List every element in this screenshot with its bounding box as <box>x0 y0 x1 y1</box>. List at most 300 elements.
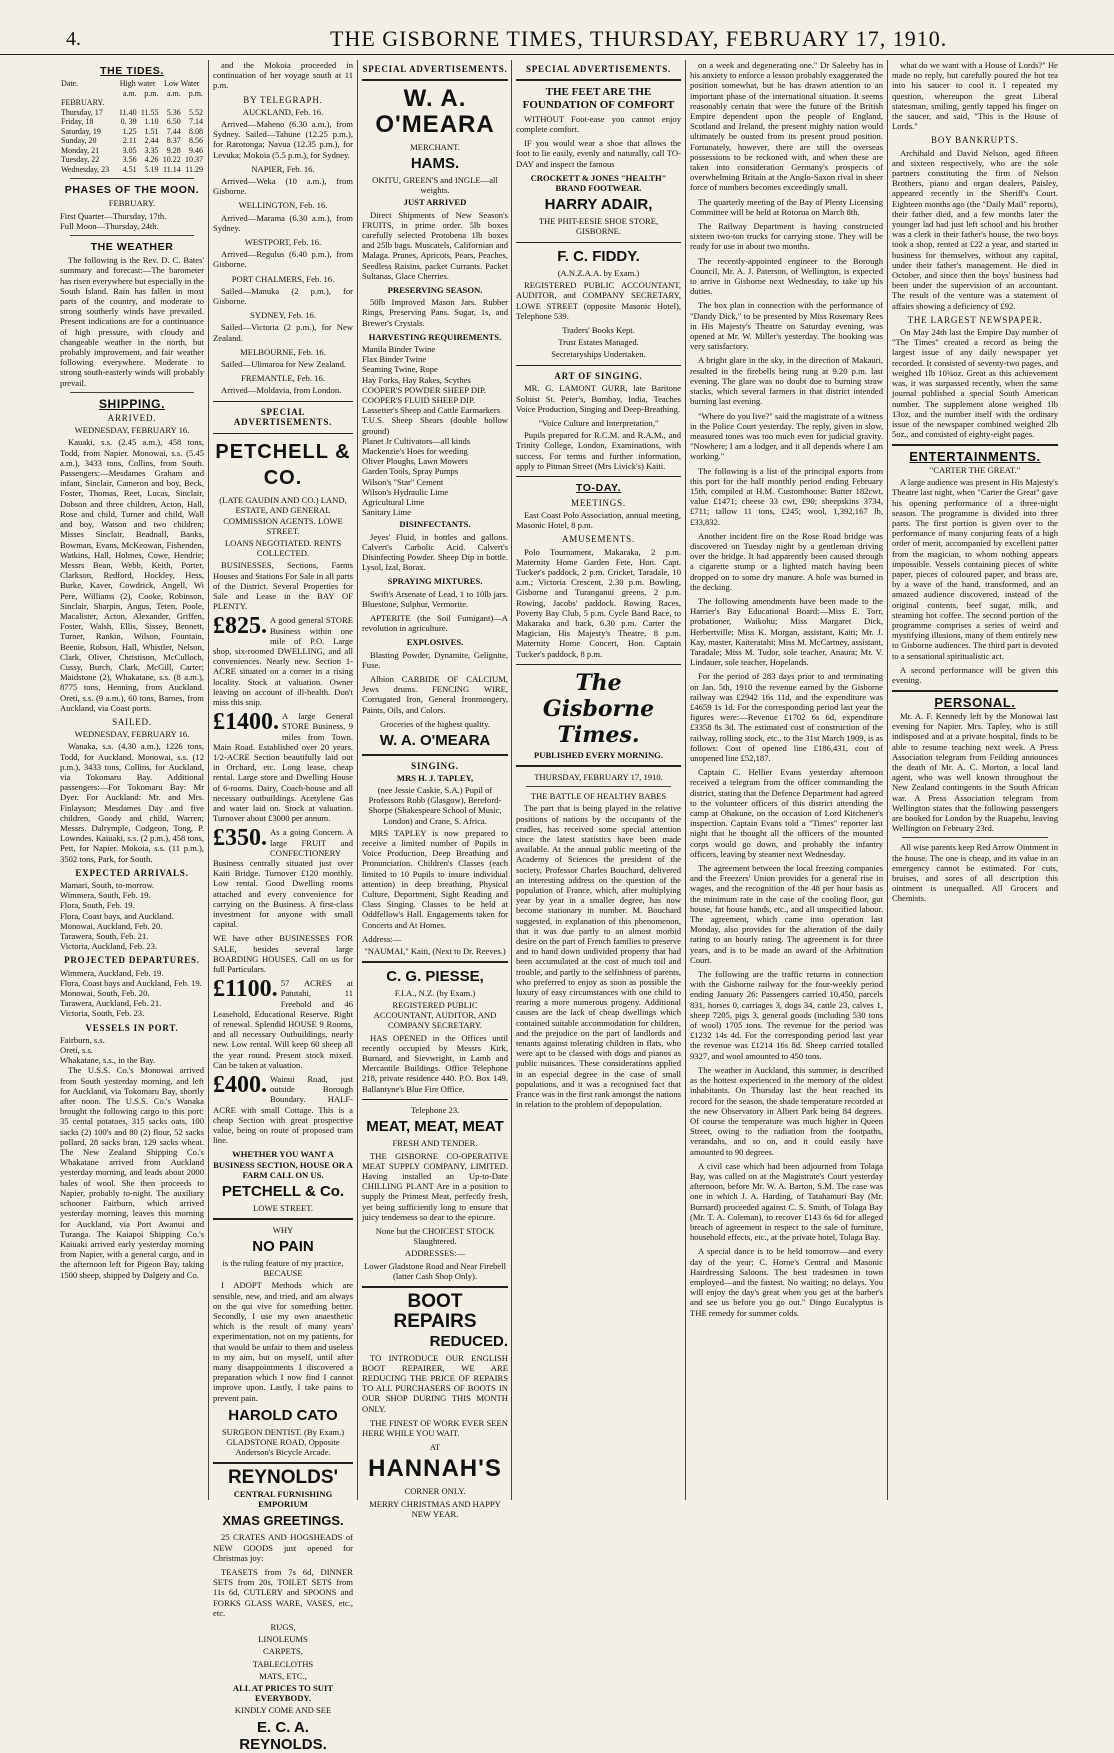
divider <box>362 961 508 963</box>
tides-row <box>60 108 204 118</box>
tides-col-low: Low Water <box>164 79 200 89</box>
moon-month: FEBRUARY. <box>108 198 156 209</box>
divider <box>516 365 681 367</box>
no-pain-text: I ADOPT Methods which are sensible, new, and tried, and am always on the qui vive for something better. Secondly, I use my own anaesthetic which is the result of many years' experimentation, not on my patients, for that would be unfair to them and useless to my aim, but on myself, until after many disappointments I discovered a preparation which I now find I cannot improve upon. Lastly, I take pains to prevent pain. <box>213 1280 353 1403</box>
adair-sub: THE PHIT-EESIE SHOE STORE, GISBORNE. <box>538 216 659 237</box>
divider <box>362 1099 508 1101</box>
tides-cell: 0. 39 <box>120 117 137 127</box>
moon-line: Full Moon—Thursday, 24th. <box>60 220 159 231</box>
piesse-text: HAS OPENED in the Offices until recently occupied by Messrs Kirk, Burnard, and Sievwright, in Lamb and Mercantile Buildings. Office Telephone 218, private residence 440. P.O. Box 149. Ballantyne's Blue Fire Office. <box>362 1032 508 1094</box>
shipping-news: The U.S.S. Co.'s Monowai arrived from South yesterday morning, and left for Auckland, via Tokomaru Bay, shortly after noon. The U.S.S. Co.'s Wanaka brought the following cargo to this port: 35 cental potatoes, 315 sacks oats, 100 sacks (2) 100's and 80 (2) flour, 52 sacks pollard, 28 sacks bran, 129 sacks wheat. The New Zealand Shipping Co.'s Whakatane arrived from Auckland yesterday morning, and leads about 2000 bales of wool. She then proceeds to Napier, probably to-night. The auxiliary schooner Fairburn, which arrived yesterday morning, leaves this morning for Auckland, via Port Awanui and Turanga. The Kaiapoi Shipping Co.'s Kaiuaki arrived early yesterday morning from Napier, with a general cargo, and in the afternoon left for Pigeon Bay, taking 1500 sheep, shipped by Dalgety and Co. <box>60 1065 204 1280</box>
divider <box>213 433 353 435</box>
tides-cell: Tuesday, 22 <box>61 155 100 165</box>
tides-cell: Monday, 21 <box>61 145 100 155</box>
divider <box>516 765 681 767</box>
tides-row <box>60 117 204 127</box>
column-1 <box>60 60 204 1500</box>
tides-cell: 1.10 <box>144 117 159 127</box>
disinfectants-text: Jeyes' Fluid, in bottles and gallons. Calvert's Carbolic Acid. Calvert's Disinfecting Powder. Sheep Dip in bottle. Lysol, Izal, Borax. <box>362 531 508 573</box>
special-heading: SPECIAL ADVERTISEMENTS. <box>362 64 508 74</box>
list-line: Monowai, South, Feb. 20. <box>60 988 150 999</box>
list-line: T.U.S. Sheep Shears (double hollow ground) <box>362 415 508 436</box>
news-paragraph: The following are the traffic returns in connection with the Gisborne railway for the four-weekly period ending January 26: Passengers carried 10,450, parcels 831, horses 0, carriages 3, dogs 34, cattle 23, calves 1, sheep 7205, pigs 3, general goods (including 530 tons of wool) 1705 tons. The revenue for the period was £1232 14s 4d. For the corresponding period last year the revenue was £1214 16s 8d. Sheep carried totalled 9327, and wool amounted to 450 tons. <box>690 969 883 1061</box>
just-arrived: JUST ARRIVED <box>403 197 467 208</box>
ad-text: A good general STORE Business within one mile of P.O. Large shop, six-roomed DWELLING, and all conveniences. Nearly new. Section 1-ACRE situated on a corner in a rising locality. Stock at valuation. Owner leaving on account of ill-health. Don't miss this snip. <box>213 615 353 707</box>
telegraph-place: SYDNEY, Feb. 16. <box>250 310 316 321</box>
special-heading: SPECIAL ADVERTISEMENTS. <box>525 64 672 74</box>
news-paragraph: For the period of 283 days prior to and terminating on Jan. 5th, 1910 the revenue earned by the Gisborne railway was £2942 16s 11d, and the expenditure was £4659 1s 1d. For the corresponding period last year the figures were:—Revenue £1702 6s 6d, expenditure £3358 8s 3d. The estimated cost of construction of the railway, rolling stock, etc., to the 31st March 1909, is as follows: Cost of opened line £186,431, cost of unopened line £52,187. <box>690 671 883 763</box>
telegraph-text: Arrived—Regulus (6.40 p.m.), from Gisborne. <box>213 249 353 270</box>
address-label: Address:— <box>362 933 402 944</box>
telegraph-place: FREMANTLE, Feb. 16. <box>241 373 325 384</box>
news-paragraph: The following amendments have been made to the Harrier's Bay Educational Board:—Miss E. Torr, probationer, Waikohu; Miss Margaret Dick, Herbertville; Miss K. Morgan, assistant, Kaiti; Mr. J. Kay, master, Kaiteratahi; Miss M. McCartney, assistant, Taradale; Miss M. Tudor, sole teacher, Anaura; Mr. V. Lindauer, sole teacher, Hopelands. <box>690 595 883 668</box>
list-line: Agricultural Lime <box>362 497 425 507</box>
news-paragraph: Captain C. Hellier Evans yesterday afternoon received a telegram from the officer commanding the district, stating that the Defence Department had agreed to the volunteer officers of this district attending the camp at Ohakune, on the occasion of Lord Kitchener's inspection. Captain Evans told a "Times" reporter last night that he thought all the officers of the mounted corps would go down, and probably the infantry officers, leaving by steamer next Wednesday. <box>690 767 883 859</box>
list-line: RUGS, <box>270 1621 296 1632</box>
piesse-name: C. G. PIESSE, <box>386 967 484 985</box>
ad-price: £350. <box>213 825 267 852</box>
divider <box>362 754 508 756</box>
list-line: Victoria, South, Feb. 23. <box>60 1008 145 1019</box>
tides-cell: 3.35 <box>144 145 159 155</box>
divider <box>516 476 681 478</box>
column-rule <box>208 60 209 1500</box>
tides-cell: 3.05 <box>122 145 137 155</box>
list-line: Flora, South, Feb. 19. <box>60 900 135 911</box>
telegraph-text: Arrived—Marama (6.30 a.m.), from Sydney. <box>213 212 353 233</box>
tides-cell: Sunday, 20 <box>61 136 97 146</box>
ad-text: Wainui Road, just outside Borough Boundary. HALF-ACRE with small Cottage. This is a cheap Section with great prospective value, being on route of proposed tram line. <box>213 1074 353 1146</box>
weather-text: The following is the Rev. D. C. Bates' summary and forecast:—The barometer has risen everywhere but especially in the South Island. Rain has fallen in most parts of the country, and moderate to strong southerly winds have prevailed. Present indications are for a continuance of high pressure, with cloudy and changeable weather in the north, but probably improvement, and fair weather following everywhere. Moderate to strong south-easterly winds will probably prevail. <box>60 255 204 388</box>
tides-cell: FEBRUARY. <box>61 98 105 108</box>
tides-cell: 9.28 <box>166 145 181 155</box>
all-wise: All wise parents keep Red Arrow Ointment in the house. The one is cheap, and its value in an emergency cannot be estimated. For cuts, bruises, and sores of all description this ointment is unequalled. All Grocers and Chemists. <box>892 842 1058 904</box>
petchell-name-2: PETCHELL & Co. <box>221 1183 345 1201</box>
divider <box>70 235 194 236</box>
meetings-heading: MEETINGS. <box>571 497 626 508</box>
divider <box>516 664 681 666</box>
divider <box>362 1286 508 1288</box>
second-performance: A second performance will be given this evening. <box>892 664 1058 686</box>
column-3 <box>362 60 508 1519</box>
feet-heading: THE FEET ARE THE FOUNDATION OF COMFORT <box>522 85 675 111</box>
tides-cell: Friday, 18 <box>61 117 94 127</box>
entertainments-heading: ENTERTAINMENTS. <box>909 448 1041 464</box>
list-line: Monowai, Auckland, Feb. 20. <box>60 920 163 931</box>
telephone: Telephone 23. <box>410 1105 460 1116</box>
hannah: HANNAH'S <box>368 1455 502 1483</box>
news-paragraph: The agreement between the local freezing companies and the Freezers' Union provides for a general rise in wages, and the recognition of the 48 per hour basis as the minimum rate in the case of the cooling floor, gut house, fat house hands, etc., and all unspecified labour. The agreement, which came into operation last Monday, also provides for the alteration of the daily rating to an hourly rating. The agreement is for three years, and is to be made an award of the Arbitration Court. <box>690 863 883 965</box>
ad-price: £1100. <box>213 976 278 1003</box>
sailed-text: Wanaka, s.s. (4.30 a.m.), 1226 tons, Todd, for Auckland. Monowai, s.s. (12 p.m.), 3433 tons, Collins, for Auckland, via Tokomaru Bay. Additional passengers:—For Tokomaru Bay: Mr Dyer. For Auckland: Mr. and Mrs. Finlayson; Mesdames Day and five children, Goody and child, Warren; Messrs. Dalrymple, Codgeon, Tong, P. Lowndes. Kaiuaki, s.s. (2 p.m.), 458 tons, Pett, for Napier. Mokoia, s.s. (11 p.m.), 3502 tons, Park, for South. <box>60 741 204 864</box>
column-2 <box>213 60 353 1753</box>
tides-cell <box>182 98 204 108</box>
list-line: Manila Binder Twine <box>362 343 436 354</box>
list-line: MATS, ETC., <box>259 1670 307 1681</box>
tides-cell: 10.22 <box>162 155 181 165</box>
list-line: LINOLEUMS <box>258 1634 308 1645</box>
sailed-heading: SAILED. <box>112 716 152 727</box>
business-ad <box>213 933 353 974</box>
tides-sub: p.m. <box>188 88 203 98</box>
projected-list <box>60 968 204 1019</box>
list-line: Whakatane, s.s., in the Bay. <box>60 1055 156 1066</box>
news-paragraph: Another incident fire on the Rose Road bridge was discovered on Tuesday night by a gentleman driving over the bridge. It had apparently been caused through a cigarette stump or a lighted match having been dropped on to some dry manure. A hole was burned in the decking. <box>690 530 883 592</box>
list-line: Victoria, Auckland, Feb. 23. <box>60 941 158 952</box>
telegraph-heading: BY TELEGRAPH. <box>243 94 323 105</box>
carter-text: A large audience was present in His Majesty's Theatre last night, when "Carter the Great" gave his opening performance of a three-night season. The programme is divided into three parts. The first portion is given over to the performance of many conjuring feats of a high order of merit, accompanied by excellent patter from the magician, to whom nothing appears impossible. Vessels containing pieces of white paper, pieces of coloured paper, and brass are, by a wave of the hand, transformed, and an amazed audience discovered, instead of the original contents, beef sugar, milk, and steaming hot coffee. The second portion of the programme comprises a series of weird and mystifying illusions, many of them entirely new to Gisborne audiences. The third part is devoted to a sensational spiritualistic act. <box>892 477 1058 661</box>
paper-text: On May 24th last the Empire Day number of "The Times" created a record as being the largest issue of any daily newspaper yet recorded. It consisted of seventy-two pages, and weighed 1lb 10¾oz. Great as this achievement was, it was surpassed recently, when the same journal published a special South American number. The supplement alone weighed 1lb 13oz, and the number itself with the ordinary issue of the newspaper combined weighed 2lb 5oz., and consisted of eighty-eight pages. <box>892 327 1058 440</box>
projected-heading: PROJECTED DEPARTURES. <box>64 955 200 966</box>
at: AT <box>429 1442 441 1453</box>
piesse-sub: F.I.A., N.Z. (by Exam.) <box>394 987 476 998</box>
boy-text: Archibald and David Nelson, aged fifteen and sixteen respectively, who are the sole partners constituting the firm of Nelson Brothers, piano and organ dealers, Paisley, appeared recently in the Sheriff's Court. Eighteen months ago (the "Daily Mail" reports), their father died, and a few months later the younger lad had just left school and his brother was a clerk in their father's house, the two boys took a shop, rented at £22 a year, and started in business for themselves, without any capital, under their father's management. He died in October, and since then the boys' business had been under the supervision of an accountant. The result of the venture was a statement of affairs showing a deficiency of £92. <box>892 147 1058 311</box>
lowe-street: LOWE STREET. <box>253 1203 313 1214</box>
list-line: Mackenzie's Hoes for weeding <box>362 445 468 456</box>
address: "NAUMAI," Kaiti, (Next to Dr. Reeves.) <box>364 946 506 957</box>
tides-cell: 3.56 <box>122 155 137 165</box>
feet-text-2: IF you would wear a shoe that allows the foot to lie easily, evenly and naturally, call TO-DAY and inspect the famous <box>516 138 681 169</box>
list-line: CARPETS, <box>263 1646 303 1657</box>
petchell-sub: (LATE GAUDIN AND CO.) LAND, ESTATE, AND GENERAL COMMISSION AGENTS. LOWE STREET. <box>219 495 347 536</box>
personal-text: Mr. A. F. Kennedy left by the Monowai last evening for Napier. Mrs. Tapley, who is still indisposed and at a private hospital, finds to be able to resume teaching next week. A Press Association telegram from Feilding announces the death of Mr. A. C. Morton, a local land agent, who was well known throughout the New Zealand contingents in the South African war. A Press Association telegram from Wellington states that the following passengers are booked for London by the Ruapehu, leaving Wellington on February 23rd. <box>892 710 1058 834</box>
telegraph-text: Arrived—Maheno (6.30 a.m.), from Sydney. Sailed—Tahune (12.25 p.m.), for Rarotonga; Navua (12.35 p.m.), for Levuka; Mokoia (5.5 p.m.), for Sydney. <box>213 119 353 160</box>
tides-cell: 5.36 <box>166 107 181 117</box>
tides-cell: 11.14 <box>163 164 181 174</box>
tides-cell: 5.19 <box>144 164 159 174</box>
paper-title: The Gisborne Times. <box>542 670 655 749</box>
dips-list <box>362 385 508 518</box>
fiddy-sub: (A.N.Z.A.A. by Exam.) <box>557 268 640 279</box>
list-line: Traders' Books Kept. <box>562 325 635 336</box>
sailed-date: WEDNESDAY, FEBRUARY 16. <box>74 729 190 740</box>
news-paragraph: A civil case which had been adjourned from Tolaga Bay, was called on at the Magistrate's Court yesterday afternoon, before Mr. W. A. Barton, S.M. The case was one in which J. A. Harding, of Tatahamuri Bay (Mr. Burnard) proceeded against C. S. Smith, of Tolaga Bay (Mr. T. A. Coleman), to recover £143 6s 6d for alleged breach of agreement in respect to the sale of furniture, household effects, etc., at the private hotel, Tolaga Bay. <box>690 1160 883 1243</box>
business-ad <box>213 1074 353 1145</box>
groceries: Groceries of the highest quality. <box>380 718 490 729</box>
list-line: Hay Forks, Hay Rakes, Scythes <box>362 374 471 385</box>
tides-heading: THE TIDES. <box>100 65 164 77</box>
kindly: KINDLY COME AND SEE <box>234 1705 332 1716</box>
reynolds-items <box>213 1622 353 1681</box>
divider <box>526 786 671 787</box>
list-line: TABLECLOTHS <box>252 1658 314 1669</box>
list-line: Seaming Twine, Rope <box>362 364 438 375</box>
reynolds-sub: CENTRAL FURNISHING EMPORIUM <box>233 1488 333 1510</box>
list-line: Fairburn, s.s. <box>60 1034 105 1045</box>
weather-heading: THE WEATHER <box>90 241 174 254</box>
list-line: Secretaryships Undertaken. <box>551 349 646 360</box>
tides-cell: 11.40 <box>118 107 137 117</box>
arrived-heading: ARRIVED. <box>107 413 157 424</box>
fiddy-text: REGISTERED PUBLIC ACCOUNTANT, AUDITOR, and COMPANY SECRETARY, LOWE STREET (opposite Masonic Hotel), Telephone 539. <box>516 280 681 321</box>
tides-cell: 5.52 <box>189 107 203 117</box>
list-line: Flora, Coast bays and Auckland, Feb. 19. <box>60 977 202 988</box>
tides-cell: Thursday, 17 <box>61 107 103 117</box>
lead-text: and the Mokoia proceeded in continuation of her voyage south at 11 p.m. <box>213 60 353 91</box>
newspaper-title: THE GISBORNE TIMES, THURSDAY, FEBRUARY 17, 1910. <box>330 26 948 51</box>
expected-heading: EXPECTED ARRIVALS. <box>75 867 189 878</box>
albion: Albion CARBIDE OF CALCIUM, Jews drums. FENCING WIRE, Corrugated Iron, General Ironmongery, Paints, Oils, and Colors. <box>362 674 508 715</box>
reynolds-text: TEASETS from 7s 6d, DINNER SETS from 20s, TOILET SETS from 11s 6d, CUTLERY and SPOONS and FORKS GLASS WARE, VASES, etc., etc. <box>213 1566 353 1618</box>
preserving-text: 50lb Improved Mason Jars. Rubber Rings, Preserving Pans. Sugar, 1s, and Brewer's Crystals. <box>362 297 508 328</box>
battle-text: The part that is being played in the relative positions of nations by the occupants of the cradles, has received some special attention since the latest statistics have been made available. At the annual public meeting of the Academy of Sciences the president of the society, Professor Charles Bouchard, delivered an interesting address on the question of the population of France, which, after multiplying year by year in a smaller degree, has now become stationary in number. M. Bouchard suggested, in explanation of this phenomenon, that it was due partly to an almost morbid desire on the part of French families to preserve and to hand down undivided property that had been accumulated at the cost of much toil and trouble, and partly to the selfishness of parents, who preferred to enjoy as soon as possible the luxury of easy circumstances with one child to rearing a more numerous progeny. Additional causes are the lack of cheap dwellings which contained suitable accommodation for children, and the prejudice on the part of landlords and tenants against tolerating children in flats, who were apt to be classed with dogs and pianos as public nuisances. These considerations applied in an especial degree in the case of small populations, and it was a recognised fact that France was in the first rank amongst the nations in relation to the problem of depopulation. <box>516 803 681 1110</box>
divider <box>902 837 1048 838</box>
ad-price: £825. <box>213 613 267 640</box>
list-line: Tarawera, South, Feb. 21. <box>60 931 149 942</box>
boy-heading: BOY BANKRUPTS. <box>931 135 1019 146</box>
telegraph-place: PORT CHALMERS, Feb. 16. <box>231 273 335 284</box>
port-heading: VESSELS IN PORT. <box>85 1022 179 1033</box>
masthead <box>0 24 1114 55</box>
tides-row <box>60 136 204 146</box>
business-ad <box>213 827 353 929</box>
fresh: FRESH AND TENDER. <box>392 1138 478 1149</box>
list-line: Tarawera, Auckland, Feb. 21. <box>60 998 162 1009</box>
date-line: THURSDAY, FEBRUARY 17, 1910. <box>534 771 663 782</box>
tides-cell: 8.37 <box>166 136 181 146</box>
divider <box>516 242 681 244</box>
cato-name: HAROLD CATO <box>228 1406 338 1424</box>
list-line: Planet Jr Cultivators—all kinds <box>362 435 471 446</box>
tides-cell <box>138 98 160 108</box>
telegraph-text: Arrived—Moldavia, from London. <box>221 385 342 396</box>
list-line: Sanitary Lime <box>362 507 411 518</box>
merry: MERRY CHRISTMAS AND HAPPY NEW YEAR. <box>369 1498 501 1519</box>
arrived-text: Kauaki, s.s. (2.45 a.m.), 458 tons, Todd, from Napier. Monowai, s.s. (5.45 a.m.), 3433 tons, Collins, from South. Passengers:—Mesdames Graham and infant, Sinclair, Cameron and boy, Beck, Foster, Thomas, Reet, Lucas, Sinclair, Dobson and three children, Acton, Hall, Rose and child, Turner and child, Wall and boy, Watson and two children; Misses Sinclair, Beadnall, Banks, Bowman, Evans, McKeowan, Fishenden, Watkins, Hall, Holmes, Cowe, Hendrie; Messrs Bean, Webb, Keith, Porter, Clarkson, Redford, Hockley, Hess, Burke, Kaver, Cowdrick, Angell, Wi Pere, Williams (2), Cooke, Robinson, Sinclair, Sharpin, Angus, Teten, Poole, Macalister, Acton, Alexander, Griffen, Foster, Walsh, Ellis, Sissey, Bennett, Turner, Rankin, Wilson, Fountain, Beenie, Robson, Hall, Whistler, Nelson, Clark, Oliver, Christison, McCulloch, Cussy, Burch, Clark, McGill, Carter; Maidstone (2), Whakatane, s.s. (8 a.m.), 8775 tons, Henning, from Auckland. Oreti, s.s. (9 a.m.), 60 tons, Barnes, from Auckland, via Coast ports. <box>60 437 204 713</box>
tides-cell: 7.14 <box>189 117 203 127</box>
tides-sub <box>60 89 116 99</box>
whether: WHETHER YOU WANT A BUSINESS SECTION, HOUSE OR A FARM CALL ON US. <box>213 1149 353 1180</box>
telegraph-place: MELBOURNE, Feb. 16. <box>240 346 326 357</box>
list-line: Wimmera, Auckland, Feb. 19. <box>60 967 164 978</box>
addresses: Lower Gladstone Road and Near Firebell (latter Cash Shop Only). <box>364 1260 506 1281</box>
tides-cell <box>116 98 138 108</box>
amusements-heading: AMUSEMENTS. <box>561 534 636 545</box>
piesse-title: REGISTERED PUBLIC ACCOUNTANT, AUDITOR, AND COMPANY SECRETARY. <box>373 999 497 1031</box>
reduced: REDUCED. <box>429 1332 508 1350</box>
explosives-text: Blasting Powder, Dynamite, Gelignite, Fuse. <box>362 649 508 670</box>
tides-cell: 11.55 <box>140 107 159 117</box>
tides-sub: p.m. <box>144 88 159 98</box>
tides-cell: 4.26 <box>144 155 159 165</box>
tides-cell: 10.37 <box>185 155 203 165</box>
reynolds-name: REYNOLDS' <box>227 1466 339 1488</box>
divider <box>213 1218 353 1220</box>
amusements-text: Polo Tournament, Makaraka, 2 p.m. Maternity Home Garden Fete, Hon. Capt. Tucker's paddock, 2 p.m. Cricket, Taradale, 10 a.m.; Victoria Crescent, 2.30 p.m. Bowling, Gisborne and Turanganui greens, 2 p.m. Rowing, Jacobs' paddock. Rowing Races, Poverty Bay Club, 5 p.m. Cycle Band Race, to Makaraka and back, 6.30 p.m. Carter the Magician, His Majesty's Theatre, 8 p.m. Maternity Home Concert, Hon. Captain Tucker's paddock, 8 p.m. <box>516 546 681 659</box>
why: WHY <box>272 1224 294 1235</box>
tides-col-date: Date. <box>61 79 79 89</box>
tides-row <box>60 146 204 156</box>
lead-text: on a week and degenerating one." Dr Saleeby has in his anxiety to enforce a lesson probably exaggerated the position somewhat, but he has drawn attention to an important phase of the international situation. It seems reasonably certain that were the future of the British Empire dependent upon the people of England, Scotland and Ireland, the present mighty nation would ultimately be ousted from its present proud position. Fortunately, however, there are still the overseas possessions to be reckoned with, and when these are taken into consideration Germany's prospects of overwhelming Britain at the Anglo-Saxon rival in sheer force of numbers becomes exceedingly small. <box>690 60 883 193</box>
tides-cell: 8.56 <box>189 136 203 146</box>
telegraph-place: WELLINGTON, Feb. 16. <box>238 200 328 211</box>
omeara-name: W. A. O'MEARA <box>375 84 495 138</box>
tides-cell: Saturday, 19 <box>61 126 101 136</box>
telegraph-text: Sailed—Manuka (2 p.m.), for Gisborne. <box>213 285 353 307</box>
column-6 <box>892 60 1058 1500</box>
ad-price: £400. <box>213 1072 267 1099</box>
telegraph-text: Arrived—Weka (10 a.m.), from Gisborne. <box>213 176 353 197</box>
list-line: Oliver Ploughs, Lawn Mowers <box>362 456 468 467</box>
adair-name: HARRY ADAIR, <box>544 196 653 214</box>
ad-text: A large General STORE Business, 9 miles from Town. Main Road. Established over 20 years. 1/2-ACRE Section beautifully laid out in Orchard, etc. Long lease, cheap rental. Large store and Dwelling House of 6-rooms. Dairy, Coach-house and all necessary outbuildings. Acetylene Gas and water laid on. Stock at valuation. Turnover about £3000 per annum. <box>213 711 353 824</box>
expected-list <box>60 880 204 951</box>
choicest: None but the CHOICEST STOCK Slaughtered. <box>375 1226 495 1247</box>
divider <box>213 1462 353 1464</box>
lead-text: what do we want with a House of Lords?" He made no reply, but carefully poured the hot tea into his saucer to cool it. I repeated my question, whereupon the great Liberal statesman, smiling, gently tapped his finger on the saucer, and said, "This is the House of Lords." <box>892 60 1058 132</box>
tides-cell: 4.51 <box>122 164 137 174</box>
no-pain-sub: is the ruling feature of my practice, BECAUSE <box>222 1258 344 1279</box>
crates: 25 CRATES AND HOGSHEADS of NEW GOODS just opened for Christmas joy: <box>213 1532 353 1563</box>
news-paragraph: The box plan in connection with the performance of "Dandy Dick," to be presented by Miss Rosemary Rees in His Majesty's Theatre on Saturday evening, was opened at Mr. W. Miller's yesterday. The booking was very satisfactory. <box>690 300 883 352</box>
paper-heading: THE LARGEST NEWSPAPER. <box>907 314 1043 325</box>
xmas: XMAS GREETINGS. <box>222 1513 344 1529</box>
tides-sub: a.m. <box>122 88 137 98</box>
apterite: APTERITE (the Soil Fumigant)—A revolution in agriculture. <box>362 613 508 634</box>
hams: HAMS. <box>410 154 460 172</box>
list-line: Mamari, South, to-morrow. <box>60 880 155 890</box>
loans: LOANS NEGOTIATED. RENTS COLLECTED. <box>224 537 342 559</box>
port-list <box>60 1035 204 1066</box>
crockett: CROCKETT & JONES "HEALTH" BRAND FOOTWEAR. <box>530 172 667 193</box>
arrived-text: Direct Shipments of New Season's FRUITS, in prime order. 5lb boxes carefully selected Protobena 1lb boxes and 25lb bags. Muscatels, Californian and Malaga. Prunes, Apricots, Pears, Peaches, Seedless Raisins, packet Currants. Packet Sultanas, Glace Cherries. <box>362 209 508 281</box>
disinfectants-heading: DISINFECTANTS. <box>399 519 471 530</box>
special-heading: SPECIAL ADVERTISEMENTS. <box>233 407 333 428</box>
list-line: Trust Estates Managed. <box>558 337 639 348</box>
moon-heading: PHASES OF THE MOON. <box>64 184 200 197</box>
list-line: Wimmera, South, Feb. 19. <box>60 890 151 901</box>
hams-sub: OKITU, GREEN'S and INGLE—all weights. <box>372 174 498 196</box>
tides-cell: 2.11 <box>122 136 137 146</box>
news-paragraph: The Railway Department is having constructed sixteen two-ton trucks for carrying stone. They will be ready for use in about two months. <box>690 221 883 252</box>
divider <box>892 444 1058 446</box>
list-line: Lassetter's Sheep and Cattle Earmarkers <box>362 405 501 416</box>
tides-cell <box>160 98 182 108</box>
harvesting-list <box>362 344 508 385</box>
boot-text: TO INTRODUCE OUR ENGLISH BOOT REPAIRER, WE ARE REDUCING THE PRICE OF REPAIRS TO ALL PURCHASERS OF BOOTS IN OUR SHOP DURING THIS MONTH ONLY. <box>362 1352 508 1414</box>
ad-price: £1400. <box>213 709 279 736</box>
repairs: REPAIRS <box>393 1310 477 1332</box>
news-paragraph: The following is a list of the principal exports from this port for the half monthly period ending February 15th, compiled at H.M. Customhouse: Butter 182cwt, value £1471; cheese 33 cwt, £90; sheepskins 3734, £711; tallow 11 tons, £245; wool, 1,392,167 lb, £33,832. <box>690 465 883 527</box>
tides-cell: Wednesday, 23 <box>61 164 110 174</box>
boot: BOOT <box>407 1290 463 1312</box>
fiddy-lines <box>516 325 681 360</box>
news-paragraph: A bright glare in the sky, in the direction of Makauri, resulted in the firebells being rung at 9.20 p.m. last evening. The glare was no doubt due to burning straw stacks, which several farmers in that district intended burning last evening. <box>690 355 883 407</box>
list-line: COOPER'S FLUID SHEEP DIP. <box>362 394 475 405</box>
fiddy-name: F. C. FIDDY. <box>557 248 640 266</box>
tides-row <box>60 127 204 137</box>
column-rule <box>887 60 888 1500</box>
shipping-heading: SHIPPING. <box>98 396 166 411</box>
no-pain: NO PAIN <box>252 1238 314 1255</box>
divider <box>516 79 681 81</box>
business-ad <box>213 978 353 1070</box>
tides-sub: a.m. <box>166 88 181 98</box>
today-heading: TO-DAY. <box>575 482 622 495</box>
telegraph-list <box>213 107 353 396</box>
news-paragraph: "Where do you live?" said the magistrate of a witness in the Police Court yesterday. The reply, given in slow, measured tones was too much even for judicial gravity. "Nowhere; I am a lodger, and it all depends where I am working." <box>690 410 883 462</box>
tides-cell: 7.44 <box>166 126 181 136</box>
published: PUBLISHED EVERY MORNING. <box>533 750 663 761</box>
list-line: Wilson's Hydraulic Lime <box>362 486 449 497</box>
battle-heading: THE BATTLE OF HEALTHY BABES <box>530 791 667 802</box>
tides-cell: 6.50 <box>166 117 181 127</box>
petchell-text: BUSINESSES, Sections, Farms Houses and Stations For Sale in all parts of the District. Several Properties for Sale and Lease in the BAY OF PLENTY. <box>213 560 353 612</box>
meat: MEAT, MEAT, MEAT <box>366 1118 504 1136</box>
moon-line: First Quarter—Thursday, 17th. <box>60 210 167 221</box>
column-5 <box>690 60 883 1500</box>
column-rule <box>511 60 512 1500</box>
telegraph-place: WESTPORT, Feb. 16. <box>244 237 322 248</box>
column-rule <box>357 60 358 1500</box>
tapley-sub: (nee Jessie Caskie, S.A.) Pupil of Professors Robb (Glasgow), Bereford-Shorpe (Shakespeare School of Music, London) and Crane, S. Africa. <box>368 784 502 826</box>
all-prices: ALL AT PRICES TO SUIT EVERYBODY. <box>232 1683 334 1704</box>
tides-cell: 8.08 <box>189 126 203 136</box>
tides-col-high: High water <box>119 79 156 89</box>
gurr-text: MR. G. LAMONT GURR, late Baritone Soloist St. Peter's, Bombay, India, Teaches Voice Production, Singing and Deep-Breathing. <box>516 383 681 414</box>
carter-heading: "CARTER THE GREAT." <box>929 465 1021 476</box>
news-paragraph: The recently-appointed engineer to the Borough Council, Mr. A. J. Paterson, of Wellington, is expected to arrive in Gisborne next Wednesday, to take up his duties. <box>690 255 883 297</box>
singing-heading: SINGING. <box>411 760 459 771</box>
spraying-text: Swift's Arsenate of Lead, 1 to 10lb jars. Bluestone, Sulphur, Vermorite. <box>362 588 508 609</box>
tides-row <box>60 155 204 165</box>
tides-row <box>60 98 204 108</box>
list-line: Garden Tools, Spray Pumps <box>362 466 459 477</box>
column-rule <box>685 60 686 1500</box>
news-paragraph: The weather in Auckland, this summer, is described as the hottest experienced in the memory of the oldest inhabitants. On Thursday last the heat reached its record for the season, the shade temperature recorded at the new Observatory in Albert Park being 84 degrees. Of course the temperature was much higher in Queen Street, owing to the radiation from the footpaths, verandahs, and so on, and it could easily have amounted to 90 degrees. <box>690 1064 883 1157</box>
gurr-text-2: Pupils prepared for R.C.M. and R.A.M., and Trinity College, London, Examinations, with success. For terms and further information, apply to Pitman Street (Mrs Livick's) Kaiti. <box>516 430 681 471</box>
news-paragraphs <box>690 197 883 1318</box>
telegraph-place: NAPIER, Feb. 16. <box>251 163 315 174</box>
meetings-text: East Coast Polo Association, annual meeting, Masonic Hotel, 8 p.m. <box>516 509 681 531</box>
ad-text: As a going Concern. A large FRUIT and CONFECTIONERY Business centrally situated just over Kaiti Bridge. Turnover £120 monthly. Low rental. Good Dwelling rooms attached and every convenience for carrying on the Business. A first-class investment for anyone with small capital. <box>213 827 353 930</box>
personal-heading: PERSONAL. <box>934 694 1016 710</box>
list-line: COOPER'S POWDER SHEEP DIP. <box>362 384 486 395</box>
harvesting-heading: HARVESTING REQUIREMENTS. <box>368 331 502 342</box>
page-number: 4. <box>66 28 81 50</box>
ad-text: WE have other BUSINESSES FOR SALE, besides several large BOARDING HOUSES. Call on us for full Particulars. <box>213 933 353 975</box>
business-ad <box>213 711 353 823</box>
tides-cell: 9.46 <box>189 145 203 155</box>
divider <box>70 392 194 393</box>
column-4 <box>516 60 681 1500</box>
tapley-text: MRS TAPLEY is now prepared to receive a limited number of Pupils in Voice Production, Deep Breathing and Pronunciation. Children's Classes (each limited to 10 Pupils to insure individual attention) in deep breathing, Physical Culture, Deportment, Sight Reading and Class Singing. Classes to be held at Oddfellow's Hall. Engagements taken for Concerts and At Homes. <box>362 827 508 930</box>
list-line: Flax Binder Twine <box>362 354 427 365</box>
divider <box>70 178 194 179</box>
tapley-name: MRS H. J. TAPLEY, <box>396 772 474 783</box>
business-ad <box>213 615 353 707</box>
cato-sub: SURGEON DENTIST. (By Exam.) GLADSTONE ROAD, Opposite Anderson's Bicycle Arcade. <box>221 1426 345 1458</box>
divider <box>213 401 353 403</box>
omeara-name-2: W. A. O'MEARA <box>379 732 491 750</box>
preserving-heading: PRESERVING SEASON. <box>387 284 483 295</box>
gurr-quote: "Voice Culture and Interpretation," <box>538 417 659 428</box>
news-paragraph: The quarterly meeting of the Bay of Plenty Licensing Committee will be held at Rotorua on March 8th. <box>690 196 883 217</box>
tides-table <box>60 79 204 174</box>
eca-reynolds: E. C. A. REYNOLDS. <box>239 1718 327 1753</box>
petchell-ads <box>213 615 353 1145</box>
spraying-heading: SPRAYING MIXTURES. <box>387 576 483 587</box>
telegraph-place: AUCKLAND, Feb. 16. <box>242 106 324 117</box>
explosives-heading: EXPLOSIVES. <box>406 637 464 648</box>
telegraph-text: Sailed—Ulimaroa for New Zealand. <box>221 359 347 370</box>
ad-text: 57 ACRES at Patutahi, 11 Freehold and 46 Leasehold, Educational Reserve. Right of renewal. Splendid HOUSE 9 Rooms, and all necessary Outbuildings, nearly new. Low rental. Will keep 60 sheep all the year round. Present stock mixed. Can be taken at valuation. <box>213 978 353 1070</box>
arrived-date: WEDNESDAY, FEBRUARY 16. <box>74 425 190 436</box>
tides-cell: 11.29 <box>185 164 203 174</box>
tides-cell: 1.51 <box>144 126 159 136</box>
tides-cell: 1.25 <box>122 126 137 136</box>
list-line: Oreti, s.s. <box>60 1045 93 1056</box>
